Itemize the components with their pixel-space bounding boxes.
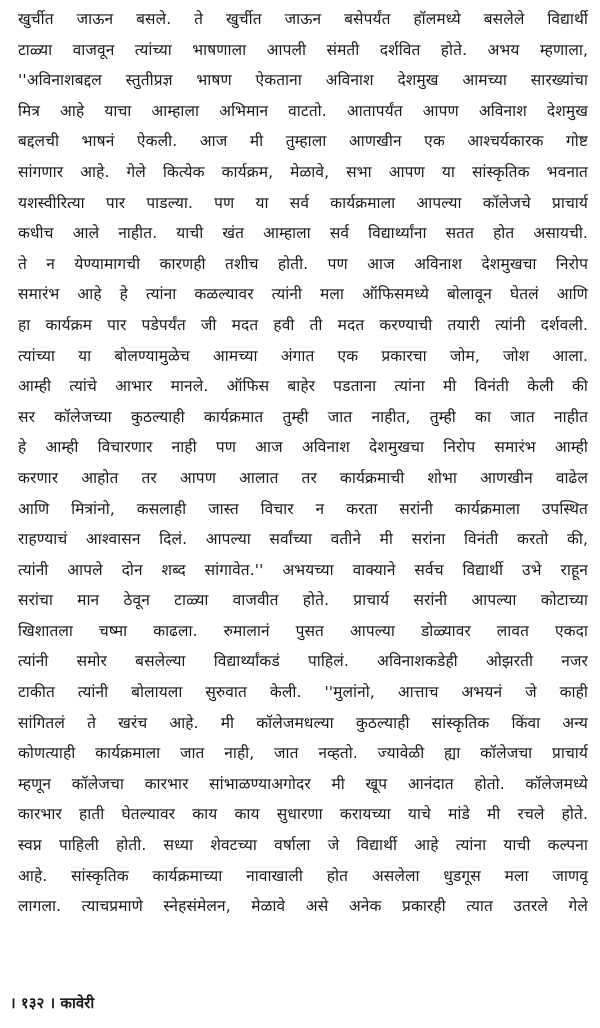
text-line: समारंभ आहे हे त्यांना कळल्यावर त्यांनी मला ऑफिसमध्ये बोलावून घेतलं आणि <box>18 285 588 304</box>
body-text <box>18 4 588 922</box>
text-line: खुर्चीत जाऊन बसले. ते खुर्चीत जाऊन बसेपर्यंत हॉलमध्ये बसलेले विद्यार्थी <box>18 10 588 28</box>
text-line: सांगणार आहे. गेले कित्येक कार्यक्रम, मेळावे, सभा आपण या सांस्कृतिक भवनात <box>18 162 588 181</box>
text-line: लागला. त्याचप्रमाणे स्नेहसंमेलन, मेळावे असे अनेक प्रकारही त्यात उतरले गेले <box>18 897 588 916</box>
text-line: मित्र आहे याचा आम्हाला अभिमान वाटतो. आतापर्यंत आपण अविनाश देशमुख <box>18 101 588 120</box>
text-line: करणार आहोत तर आपण आलात तर कार्यक्रमाची शोभा आणखीन वाढेल <box>18 468 588 487</box>
text-line: आणि मित्रांनो, कसलाही जास्त विचार न करता सरांनी कार्यक्रमाला उपस्थित <box>18 499 588 518</box>
page-footer: । १३२ । कावेरी <box>10 994 95 1012</box>
text-line: राहण्याचं आश्वासन दिलं. आपल्या सर्वांच्या वतीने मी सरांना विनंती करतो की, <box>18 530 588 549</box>
text-line: त्यांनी समोर बसलेल्या विद्यार्थ्यांकडं पाहिलं. अविनाशकडेही ओझरती नजर <box>18 652 588 671</box>
text-line: स्वप्न पाहिली होती. सध्या शेवटच्या वर्षाला जे विद्यार्थी आहे त्यांना याची कल्पना <box>18 836 588 855</box>
text-line: सांगितलं ते खरंच आहे. मी कॉलेजमधल्या कुठल्याही सांस्कृतिक किंवा अन्य <box>18 713 588 732</box>
text-line: सरांचा मान ठेवून टाळ्या वाजवीत होते. प्राचार्य सरांनी आपल्या कोटाच्या <box>18 591 588 610</box>
text-line: त्यांच्या या बोलण्यामुळेच आमच्या अंगात एक प्रकारचा जोम, जोश आला. <box>18 346 588 365</box>
text-line: खिशातला चष्मा काढला. रुमालानं पुसत आपल्या डोळ्यावर लावत एकदा <box>18 621 588 640</box>
text-line: त्यांनी आपले दोन शब्द सांगावेत.'' अभयच्या वाक्याने सर्वच विद्यार्थी उभे राहून <box>18 560 588 579</box>
text-line: कारभार हाती घेतल्यावर काय काय सुधारणा करायच्या याचे मांडे मी रचले होते. <box>18 805 588 824</box>
text-line: हा कार्यक्रम पार पडेपर्यंत जी मदत हवी ती मदत करण्याची तयारी त्यांनी दर्शवली. <box>18 315 588 334</box>
text-line: टाकीत त्यांनी बोलायला सुरुवात केली. ''मुलांनो, आत्ताच अभयनं जे काही <box>18 683 588 702</box>
text-line: कधीच आले नाहीत. याची खंत आम्हाला सर्व विद्यार्थ्यांना सतत होत असायची. <box>18 224 588 243</box>
text-line: आम्ही त्यांचे आभार मानले. ऑफिस बाहेर पडताना त्यांना मी विनंती केली की <box>18 377 588 396</box>
text-line: बद्दलची भाषनं ऐकली. आज मी तुम्हाला आणखीन एक आश्चर्यकारक गोष्ट <box>18 132 588 151</box>
text-line: सर कॉलेजच्या कुठल्याही कार्यक्रमात तुम्ही जात नाहीत, तुम्ही का जात नाहीत <box>18 407 588 426</box>
text-line: ''अविनाशबद्दल स्तुतीप्रज्ञ भाषण ऐकताना अविनाश देशमुख आमच्या सारख्यांचा <box>18 71 588 90</box>
text-line: यशस्वीरित्या पार पाडल्या. पण या सर्व कार्यक्रमाला आपल्या कॉलेजचे प्राचार्य <box>18 193 588 212</box>
text-line: आहे. सांस्कृतिक कार्यक्रमाच्या नावाखाली होत असलेला धुडगूस मला जाणवू <box>18 866 588 885</box>
text-line: हे आम्ही विचारणार नाही पण आज अविनाश देशमुखचा निरोप समारंभ आम्ही <box>18 438 588 457</box>
text-line: म्हणून कॉलेजचा कारभार सांभाळण्याअगोदर मी खूप आनंदात होतो. कॉलेजमध्ये <box>18 774 588 793</box>
text-line: ते न येण्यामागची कारणही तशीच होती. पण आज अविनाश देशमुखचा निरोप <box>18 254 588 273</box>
text-line: कोणत्याही कार्यक्रमाला जात नाही, जात नव्हतो. ज्यावेळी ह्या कॉलेजचा प्राचार्य <box>18 744 588 763</box>
text-line: टाळ्या वाजवून त्यांच्या भाषणाला आपली संमती दर्शवित होते. अभय म्हणाला, <box>18 40 588 59</box>
